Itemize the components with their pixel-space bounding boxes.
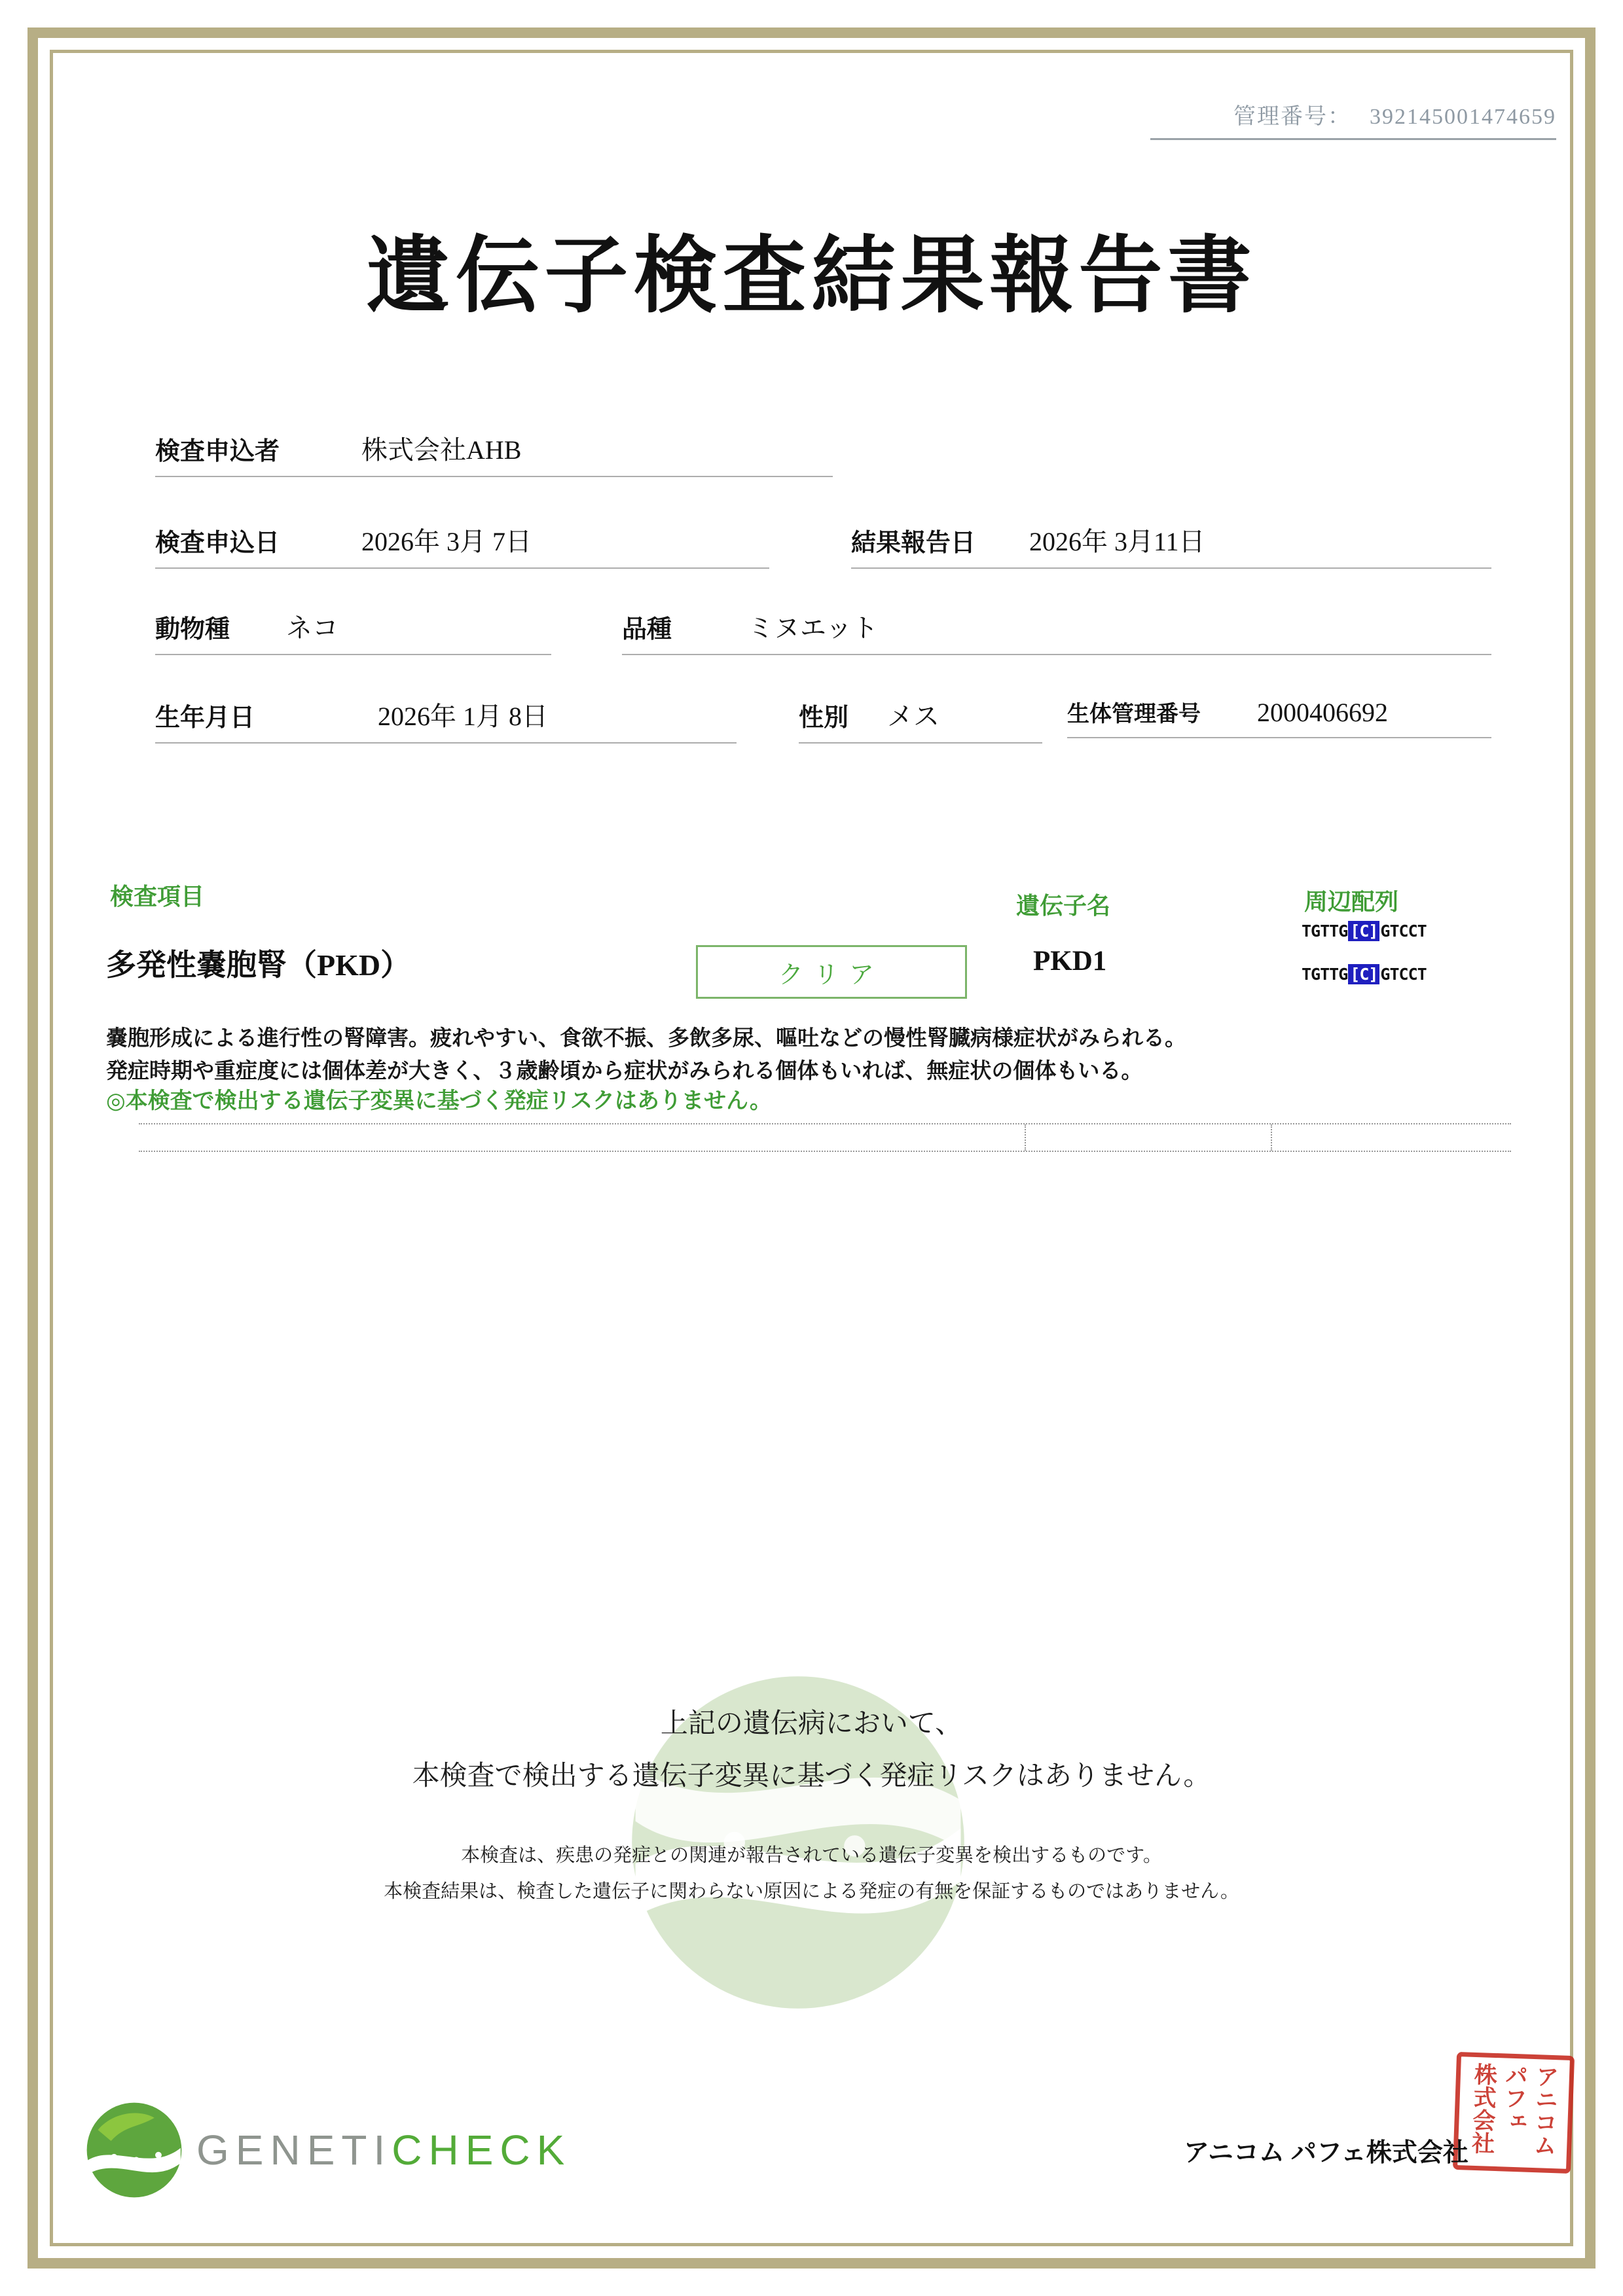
wordmark-geneti: GENETI — [196, 2126, 392, 2174]
field-applicant — [155, 429, 833, 477]
sex-value: メス — [887, 702, 939, 731]
test-item-name: 多発性嚢胞腎（PKD） — [106, 948, 411, 982]
field-sex — [799, 696, 1042, 744]
species-value: ネコ — [286, 613, 338, 643]
breed-value: ミヌエット — [748, 613, 879, 643]
field-breed — [622, 607, 1491, 655]
geneticheck-wordmark — [196, 2126, 571, 2174]
animal-id-label: 生体管理番号 — [1067, 702, 1201, 726]
sequence-2-variant: [C] — [1348, 964, 1379, 984]
sequence-2-pre: TGTTG — [1302, 965, 1348, 984]
table-divider — [1025, 1124, 1026, 1151]
breed-label: 品種 — [622, 616, 672, 643]
summary-block — [0, 1702, 1623, 1903]
result-badge-label: クリア — [778, 961, 884, 989]
results-header-item: 検査項目 — [110, 884, 205, 910]
seal-column-2: パフェ — [1500, 2063, 1529, 2133]
applicant-label: 検査申込者 — [155, 438, 280, 465]
risk-note: ◎本検査で検出する遺伝子変異に基づく発症リスクはありません。 — [106, 1089, 773, 1113]
gene-name: PKD1 — [1033, 946, 1107, 977]
seal-column-3: 株式会社 — [1468, 2062, 1498, 2155]
table-divider — [1271, 1124, 1272, 1151]
page-title: 遺伝子検査結果報告書 — [366, 230, 1257, 323]
applicant-value: 株式会社AHB — [361, 435, 522, 465]
company-name: アニコム パフェ株式会社 — [1184, 2139, 1468, 2167]
animal-id-value: 2000406692 — [1257, 698, 1388, 727]
results-header-gene: 遺伝子名 — [1016, 893, 1111, 919]
sequence-1-pre: TGTTG — [1302, 922, 1348, 941]
summary-line-2: 本検査で検出する遺伝子変異に基づく発症リスクはありません。 — [412, 1760, 1211, 1791]
field-species — [155, 607, 551, 655]
report-date-value: 2026年 3月11日 — [1029, 527, 1205, 556]
disease-description-line-1: 嚢胞形成による進行性の腎障害。疲れやすい、食欲不振、多飲多尿、嘔吐などの慢性腎臓病様症状がみられる。 — [106, 1027, 1186, 1050]
control-number-label: 管理番号： — [1233, 105, 1351, 129]
sex-label: 性別 — [799, 704, 849, 732]
sequence-1-post: GTCCT — [1380, 922, 1427, 941]
birth-date-value: 2026年 1月 8日 — [378, 702, 548, 731]
seal-column-1: アニコム — [1530, 2064, 1559, 2157]
species-label: 動物種 — [155, 616, 230, 643]
birth-date-label: 生年月日 — [155, 704, 255, 732]
field-animal-id — [1067, 696, 1491, 738]
company-seal-text — [1466, 2062, 1562, 2164]
field-report-date — [851, 521, 1491, 569]
summary-line-1: 上記の遺伝病において、 — [660, 1708, 963, 1738]
results-header-sequence: 周辺配列 — [1304, 889, 1399, 915]
company-seal — [1453, 2052, 1575, 2174]
sequence-2-post: GTCCT — [1380, 965, 1427, 984]
empty-table-row — [139, 1123, 1511, 1152]
field-application-date — [155, 521, 769, 569]
sequence-1-variant: [C] — [1348, 921, 1379, 941]
result-badge — [696, 945, 967, 999]
summary-disclaimer-2: 本検査結果は、検査した遺伝子に関わらない原因による発症の有無を保証するものではありません。 — [384, 1881, 1239, 1902]
sequence-line-2 — [1302, 965, 1427, 984]
report-date-label: 結果報告日 — [851, 529, 976, 557]
application-date-label: 検査申込日 — [155, 529, 280, 557]
geneticheck-logo-icon — [84, 2100, 185, 2200]
control-number — [1150, 98, 1556, 140]
geneticheck-logo — [84, 2100, 571, 2200]
sequence-line-1 — [1302, 922, 1427, 941]
control-number-value: 392145001474659 — [1370, 105, 1556, 129]
field-birth-date — [155, 696, 737, 744]
wordmark-check: CHECK — [392, 2126, 572, 2174]
summary-disclaimer-1: 本検査は、疾患の発症との関連が報告されている遺伝子変異を検出するものです。 — [461, 1845, 1162, 1866]
application-date-value: 2026年 3月 7日 — [361, 527, 532, 556]
disease-description-line-2: 発症時期や重症度には個体差が大きく、３歳齢頃から症状がみられる個体もいれば、無症状の個体もいる。 — [106, 1060, 1143, 1083]
